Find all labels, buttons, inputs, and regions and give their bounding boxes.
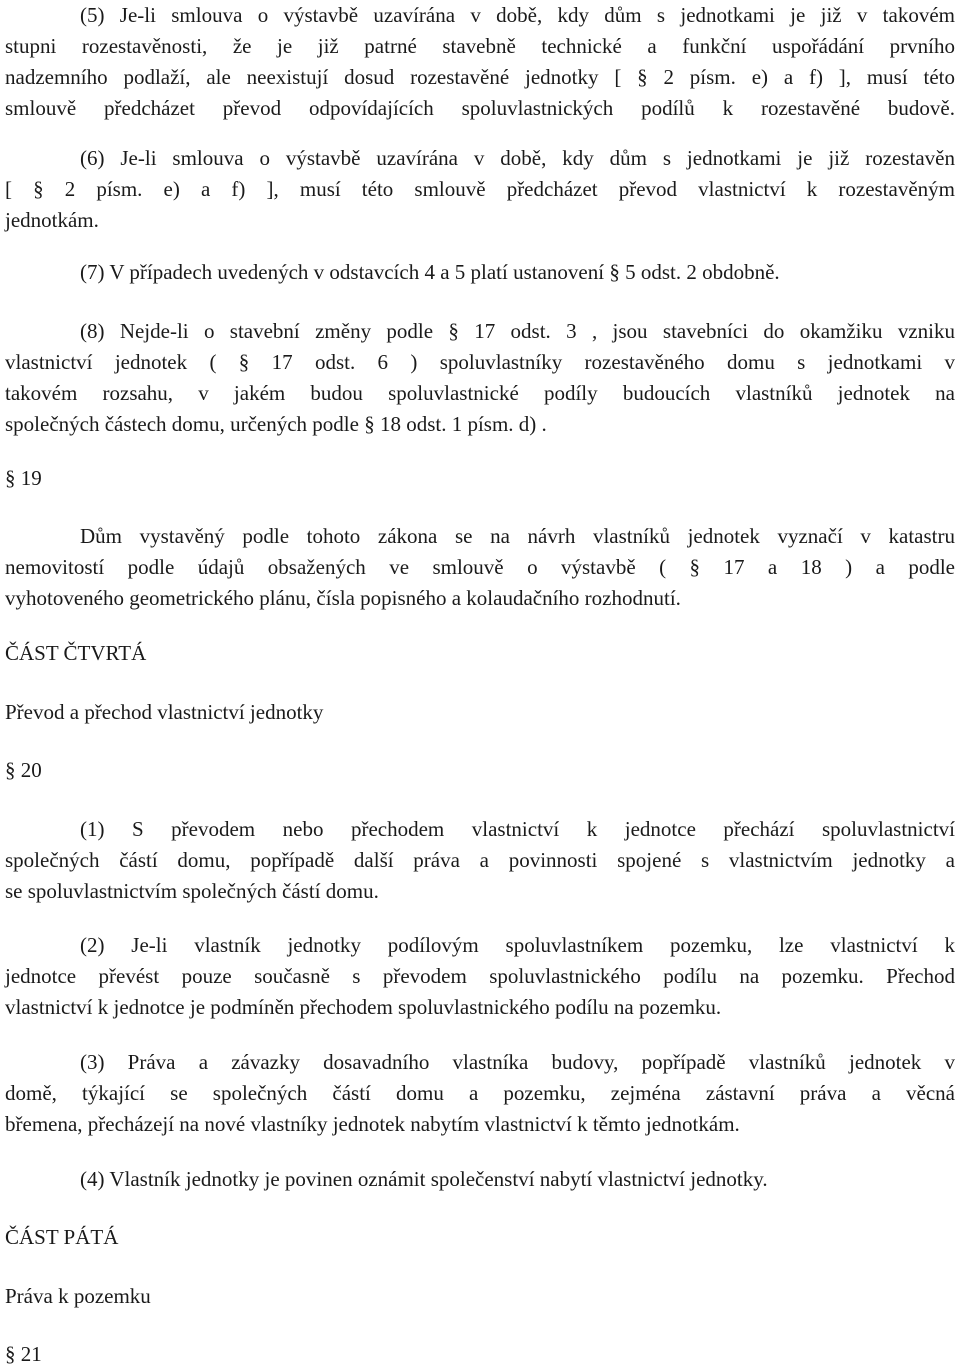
- paragraph-7: [5, 257, 955, 288]
- paragraph-line: vlastnictví jednotek ( § 17 odst. 6 ) spoluvlastníky rozestavěného domu s jednotkami v: [5, 350, 955, 374]
- paragraph-line: (6) Je-li smlouva o výstavbě uzavírána v době, kdy dům s jednotkami je již rozestavěn: [80, 146, 955, 170]
- paragraph-line: (5) Je-li smlouva o výstavbě uzavírána v době, kdy dům s jednotkami je již v takovém: [80, 3, 955, 27]
- paragraph-line: stupni rozestavěnosti, že je již patrné stavebně technické a funkční uspořádání prvního: [5, 34, 955, 58]
- paragraph-6: [5, 143, 955, 236]
- part-4-title: Převod a přechod vlastnictví jednotky: [5, 700, 324, 724]
- paragraph-line: domě, týkající se společných částí domu a pozemku, zejména zástavní práva a věcná: [5, 1081, 955, 1105]
- paragraph-5: [5, 0, 955, 124]
- paragraph-line: vyhotoveného geometrického plánu, čísla popisného a kolaudačního rozhodnutí.: [5, 586, 681, 610]
- paragraph-line: břemena, přecházejí na nové vlastníky jednotek nabytím vlastnictví k těmto jednotkám.: [5, 1112, 740, 1136]
- paragraph-line: jednotkám.: [5, 208, 99, 232]
- part-4-heading: ČÁST ČTVRTÁ: [5, 641, 147, 665]
- paragraph-line: Dům vystavěný podle tohoto zákona se na návrh vlastníků jednotek vyznačí v katastru: [80, 524, 955, 548]
- paragraph-line: jednotce převést pouze současně s převodem spoluvlastnického podílu na pozemku. Přechod: [5, 964, 955, 988]
- paragraph-line: nemovitostí podle údajů obsažených ve smlouvě o výstavbě ( § 17 a 18 ) a podle: [5, 555, 955, 579]
- paragraph-line: (4) Vlastník jednotky je povinen oznámit společenství nabytí vlastnictví jednotky.: [80, 1167, 768, 1191]
- paragraph-19: [5, 521, 955, 614]
- paragraph-line: vlastnictví k jednotce je podmíněn přechodem spoluvlastnického podílu na pozemku.: [5, 995, 722, 1019]
- part-5-title: Práva k pozemku: [5, 1284, 151, 1308]
- paragraph-8: [5, 316, 955, 440]
- paragraph-20-4: [5, 1164, 955, 1195]
- paragraph-line: se spoluvlastnictvím společných částí domu.: [5, 879, 379, 903]
- paragraph-line: smlouvě předcházet převod odpovídajících spoluvlastnických podílů k rozestavěné budově.: [5, 96, 955, 120]
- paragraph-line: společných částech domu, určených podle § 18 odst. 1 písm. d) .: [5, 412, 547, 436]
- paragraph-line: (2) Je-li vlastník jednotky podílovým spoluvlastníkem pozemku, lze vlastnictví k: [80, 933, 955, 957]
- paragraph-line: (8) Nejde-li o stavební změny podle § 17 odst. 3 , jsou stavebníci do okamžiku vzniku: [80, 319, 955, 343]
- paragraph-line: nadzemního podlaží, ale neexistují dosud rozestavěné jednotky [ § 2 písm. e) a f) ], musí této: [5, 65, 955, 89]
- part-5-heading: ČÁST PÁTÁ: [5, 1225, 119, 1249]
- paragraph-line: takovém rozsahu, v jakém budou spoluvlastnické podíly budoucích vlastníků jednotek na: [5, 381, 955, 405]
- section-19-heading: § 19: [5, 466, 42, 490]
- paragraph-20-3: [5, 1047, 955, 1140]
- paragraph-20-1: [5, 814, 955, 907]
- section-20-heading: § 20: [5, 758, 42, 782]
- paragraph-line: [ § 2 písm. e) a f) ], musí této smlouvě předcházet převod vlastnictví k rozestavěným: [5, 177, 955, 201]
- paragraph-line: (7) V případech uvedených v odstavcích 4 a 5 platí ustanovení § 5 odst. 2 obdobně.: [80, 260, 780, 284]
- paragraph-line: (1) S převodem nebo přechodem vlastnictví k jednotce přechází spoluvlastnictví: [80, 817, 955, 841]
- paragraph-line: (3) Práva a závazky dosavadního vlastníka budovy, popřípadě vlastníků jednotek v: [80, 1050, 955, 1074]
- paragraph-20-2: [5, 930, 955, 1023]
- section-21-heading: § 21: [5, 1342, 42, 1366]
- paragraph-line: společných částí domu, popřípadě další práva a povinnosti spojené s vlastnictvím jednotky a: [5, 848, 955, 872]
